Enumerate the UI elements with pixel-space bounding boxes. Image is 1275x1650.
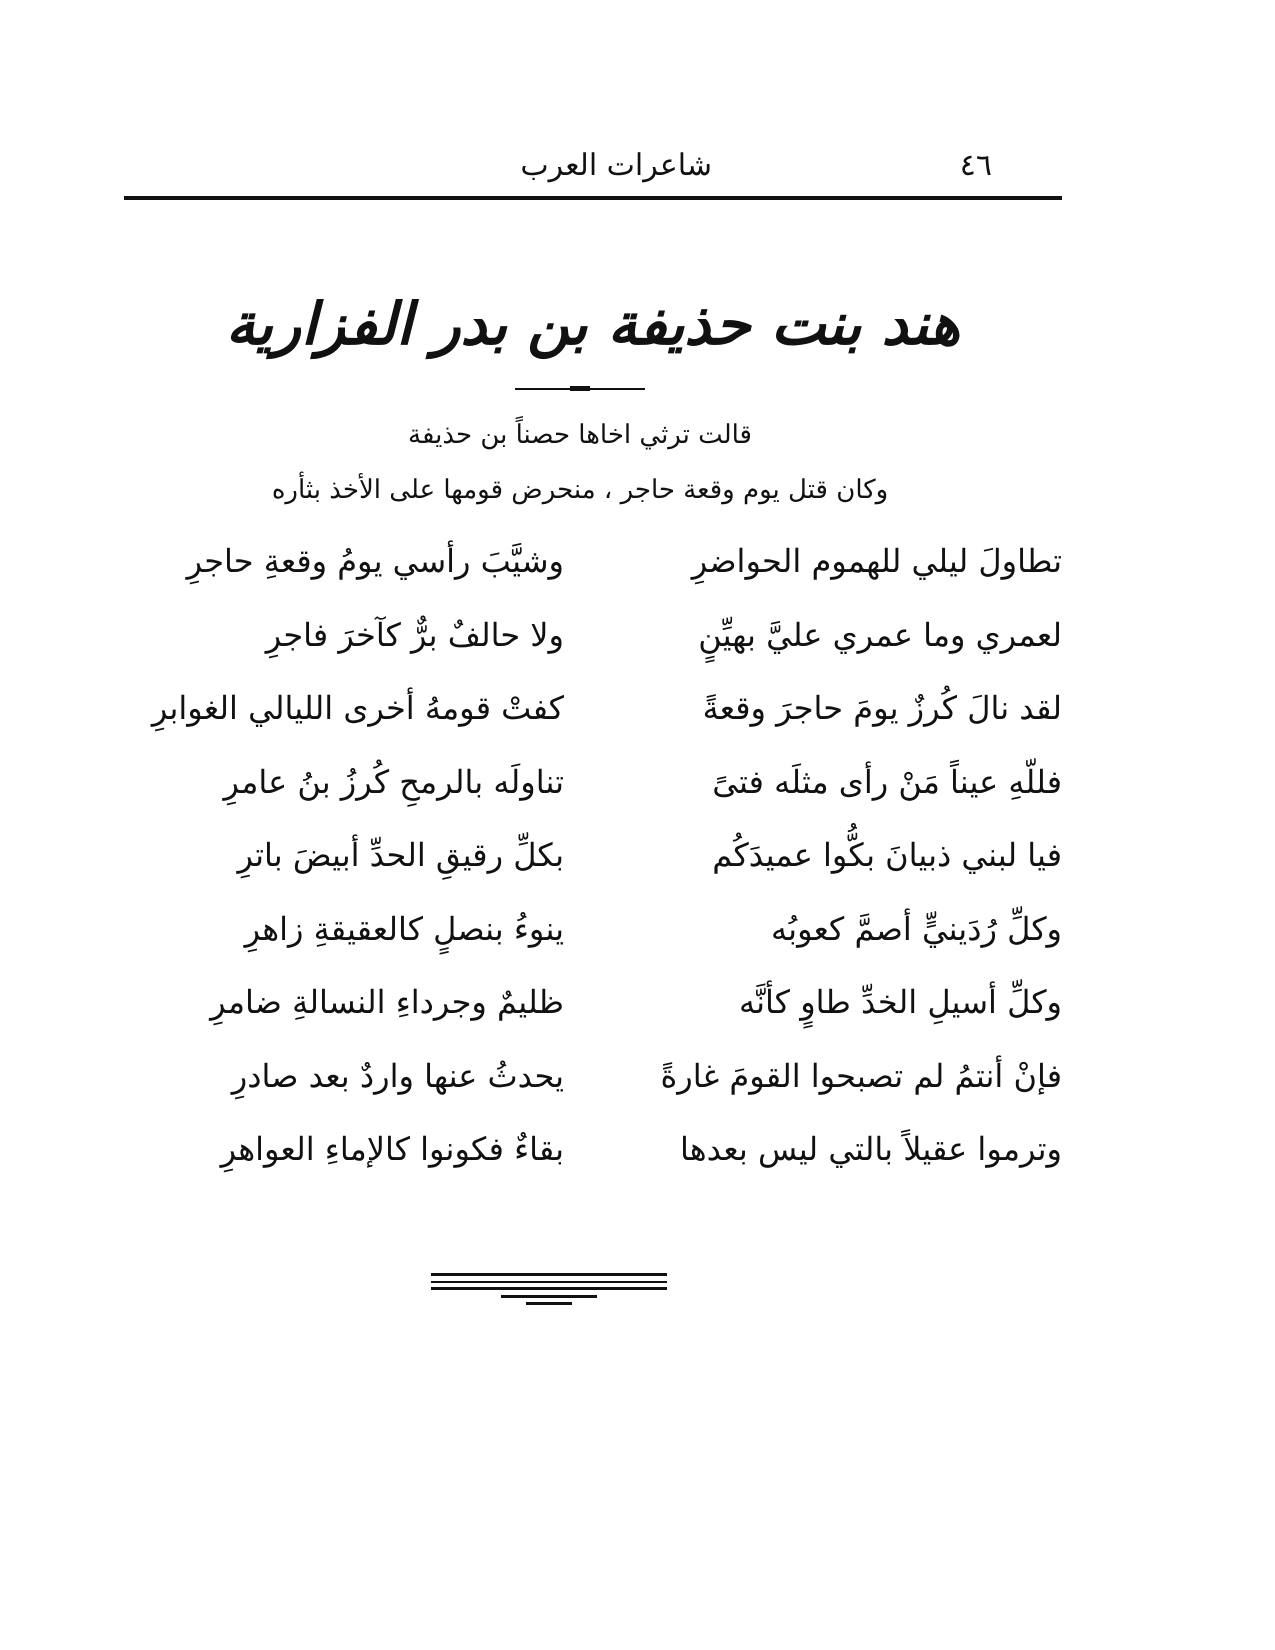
intro-line-2: وكان قتل يوم وقعة حاجر ، منحرض قومها على الأخذ بثأره [271, 475, 889, 505]
second-hemistich: يحدثُ عنها واردٌ بعد صادرِ [231, 1056, 564, 1095]
first-hemistich: وكلِّ أسيلِ الخدِّ طاوٍ كأنَّه [738, 983, 1062, 1021]
second-hemistich: كفتْ قومهُ أخرى الليالي الغوابرِ [151, 689, 564, 727]
first-hemistich: فيا لبني ذبيانَ بكُّوا عميدَكُم [712, 836, 1062, 874]
end-rule [431, 1281, 667, 1283]
second-hemistich: ظليمٌ وجرداءِ النسالةِ ضامرِ [210, 983, 564, 1021]
running-title: شاعرات العرب [520, 148, 712, 183]
poem-title: هند بنت حذيفة بن بدر الفزارية [225, 290, 961, 358]
second-hemistich: ينوءُ بنصلٍ كالعقيقةِ زاهرِ [244, 909, 564, 948]
verse [124, 903, 1062, 977]
end-rule [431, 1273, 667, 1276]
end-rule [431, 1287, 667, 1290]
end-rule [526, 1302, 572, 1305]
first-hemistich: فللّهِ عيناً مَنْ رأى مثلَه فتىً [712, 762, 1062, 801]
verse [124, 609, 1062, 683]
second-hemistich: بقاءٌ فكونوا كالإماءِ العواهرِ [220, 1130, 564, 1168]
first-hemistich: تطاولَ ليلي للهموم الحواضرِ [691, 542, 1062, 580]
title-ornament [515, 388, 645, 390]
verse [124, 1050, 1062, 1124]
verse [124, 756, 1062, 830]
second-hemistich: ولا حالفٌ برٌّ كآخرَ فاجرِ [265, 615, 564, 654]
second-hemistich: وشيَّبَ رأسي يومُ وقعةِ حاجرِ [186, 542, 564, 580]
page-number: ٤٦ [959, 148, 992, 183]
first-hemistich: وترموا عقيلاً بالتي ليس بعدها [680, 1130, 1062, 1168]
intro-line-1: قالت ترثي اخاها حصناً بن حذيفة [408, 420, 752, 450]
second-hemistich: تناولَه بالرمحِ كُرزُ بنُ عامرِ [223, 762, 564, 801]
first-hemistich: وكلِّ رُدَينيٍّ أصمَّ كعوبُه [771, 909, 1062, 948]
verse [124, 1123, 1062, 1197]
first-hemistich: لعمري وما عمري عليَّ بهيِّنٍ [698, 615, 1062, 654]
verse [124, 682, 1062, 756]
end-rule [501, 1295, 597, 1298]
verse [124, 829, 1062, 903]
first-hemistich: فإنْ أنتمُ لم تصبحوا القومَ غارةً [660, 1056, 1062, 1095]
header-rule [124, 196, 1062, 200]
verses [124, 535, 1062, 1197]
end-ornament [431, 1273, 667, 1323]
second-hemistich: بكلِّ رقيقِ الحدِّ أبيضَ باترِ [237, 836, 564, 874]
first-hemistich: لقد نالَ كُرزٌ يومَ حاجرَ وقعةً [702, 689, 1062, 727]
page-header [124, 140, 1062, 200]
verse [124, 976, 1062, 1050]
verse [124, 535, 1062, 609]
